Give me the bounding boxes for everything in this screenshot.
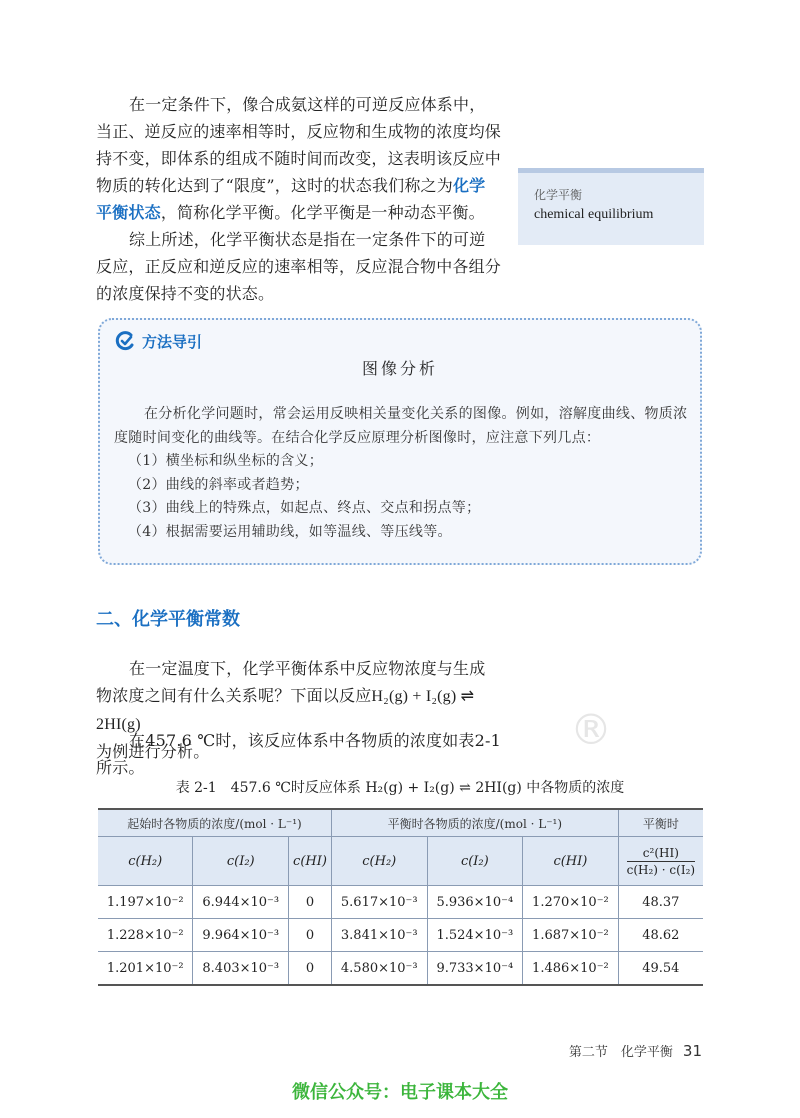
reaction-equation: H₂(g) + I₂(g) ⇌ 2HI(g): [96, 688, 475, 733]
group-header-equilibrium: 平衡时各物质的浓度/(mol · L⁻¹): [331, 809, 618, 837]
method-guide-item: （2）曲线的斜率或者趋势；: [128, 476, 309, 493]
glossary-term-english: chemical equilibrium: [534, 207, 654, 222]
method-guide-header: 方法导引: [114, 330, 202, 352]
method-guide-body: [114, 403, 689, 544]
table-cell: 49.54: [618, 952, 703, 986]
wechat-banner: 微信公众号：电子课本大全: [292, 1082, 508, 1103]
column-header: c(I₂): [193, 837, 289, 886]
table-cell: 1.524×10⁻³: [427, 919, 523, 952]
table-row: [98, 952, 703, 986]
table-group-header-row: [98, 809, 703, 837]
table-cell: 0: [289, 919, 332, 952]
concentration-table: [98, 808, 703, 986]
ratio-numerator: c²(HI): [627, 845, 695, 862]
table-cell: 4.580×10⁻³: [331, 952, 427, 986]
table-cell: 1.687×10⁻²: [523, 919, 619, 952]
page-footer: [569, 1041, 702, 1060]
group-header-ratio: 平衡时: [618, 809, 703, 837]
table-cell: 1.201×10⁻²: [98, 952, 193, 986]
table-cell: 3.841×10⁻³: [331, 919, 427, 952]
paragraph-table-reference: 在457.6 ℃时，该反应体系中各物质的浓度如表2-1所示。: [96, 731, 501, 777]
table-cell: 9.964×10⁻³: [193, 919, 289, 952]
table-cell: 5.936×10⁻⁴: [427, 886, 523, 919]
table-row: [98, 886, 703, 919]
section-title: 二、化学平衡常数: [96, 609, 240, 630]
method-guide-item: （3）曲线上的特殊点，如起点、终点、交点和拐点等；: [128, 500, 481, 516]
method-guide-item: （4）根据需要运用辅助线，如等温线、等压线等。: [128, 523, 452, 540]
column-header: c(H₂): [98, 837, 193, 886]
column-header: c(H₂): [331, 837, 427, 886]
glossary-note: [518, 168, 704, 245]
paragraph-equilibrium-definition: 在一定条件下，像合成氨这样的可逆反应体系中，当正、逆反应的速率相等时，反应物和生成物的浓度均保持不变，即体系的组成不随时间而改变，这表明该反应中物质的转化达到了“限度”，这时的状态我们称之为化学平衡状态，简称化学平衡。化学平衡是一种动态平衡。: [96, 95, 502, 222]
table-cell: 6.944×10⁻³: [193, 886, 289, 919]
table-cell: 1.197×10⁻²: [98, 886, 193, 919]
table-cell: 48.62: [618, 919, 703, 952]
registered-mark: ®: [570, 705, 612, 754]
column-header: c(HI): [523, 837, 619, 886]
table-cell: 48.37: [618, 886, 703, 919]
column-header: c(I₂): [427, 837, 523, 886]
method-guide-icon: [114, 330, 136, 352]
table-cell: 0: [289, 886, 332, 919]
method-guide-title: 图像分析: [361, 359, 438, 378]
method-guide-intro: 在分析化学问题时，常会运用反映相关量变化关系的图像。例如，溶解度曲线、物质浓度随时间变化的曲线等。在结合化学反应原理分析图像时，应注意下列几点：: [114, 406, 688, 446]
ratio-column-header: [618, 837, 703, 886]
paragraph-summary: 综上所述，化学平衡状态是指在一定条件下的可逆反应，正反应和逆反应的速率相等，反应混合物中各组分的浓度保持不变的状态。: [96, 230, 502, 303]
table-cell: 8.403×10⁻³: [193, 952, 289, 986]
table-cell: 9.733×10⁻⁴: [427, 952, 523, 986]
table-cell: 0: [289, 952, 332, 986]
method-guide-box: [98, 318, 702, 565]
table-column-header-row: [98, 837, 703, 886]
table-row: [98, 919, 703, 952]
method-guide-item: （1）横坐标和纵坐标的含义；: [128, 453, 324, 469]
table-cell: 1.228×10⁻²: [98, 919, 193, 952]
table-caption: 表 2-1 457.6 ℃时反应体系 H₂(g) + I₂(g) ⇌ 2HI(g) 中各物质的浓度: [175, 780, 625, 796]
glossary-term-chinese: 化学平衡: [534, 188, 583, 202]
table-cell: 5.617×10⁻³: [331, 886, 427, 919]
table-cell: 1.270×10⁻²: [523, 886, 619, 919]
paragraph-question: 在一定温度下，化学平衡体系中反应物浓度与生成物浓度之间有什么关系呢？下面以反应H₂(g) + I₂(g) ⇌ 2HI(g) 为例进行分析。: [96, 659, 486, 761]
page-number: 31: [682, 1042, 702, 1060]
table-cell: 1.486×10⁻²: [523, 952, 619, 986]
footer-section-label: 第二节 化学平衡: [568, 1045, 673, 1060]
term-chemical-equilibrium-state: 化学平衡状态: [96, 176, 486, 222]
column-header: c(HI): [289, 837, 332, 886]
group-header-initial: 起始时各物质的浓度/(mol · L⁻¹): [98, 809, 331, 837]
ratio-denominator: c(H₂) · c(I₂): [626, 862, 696, 877]
